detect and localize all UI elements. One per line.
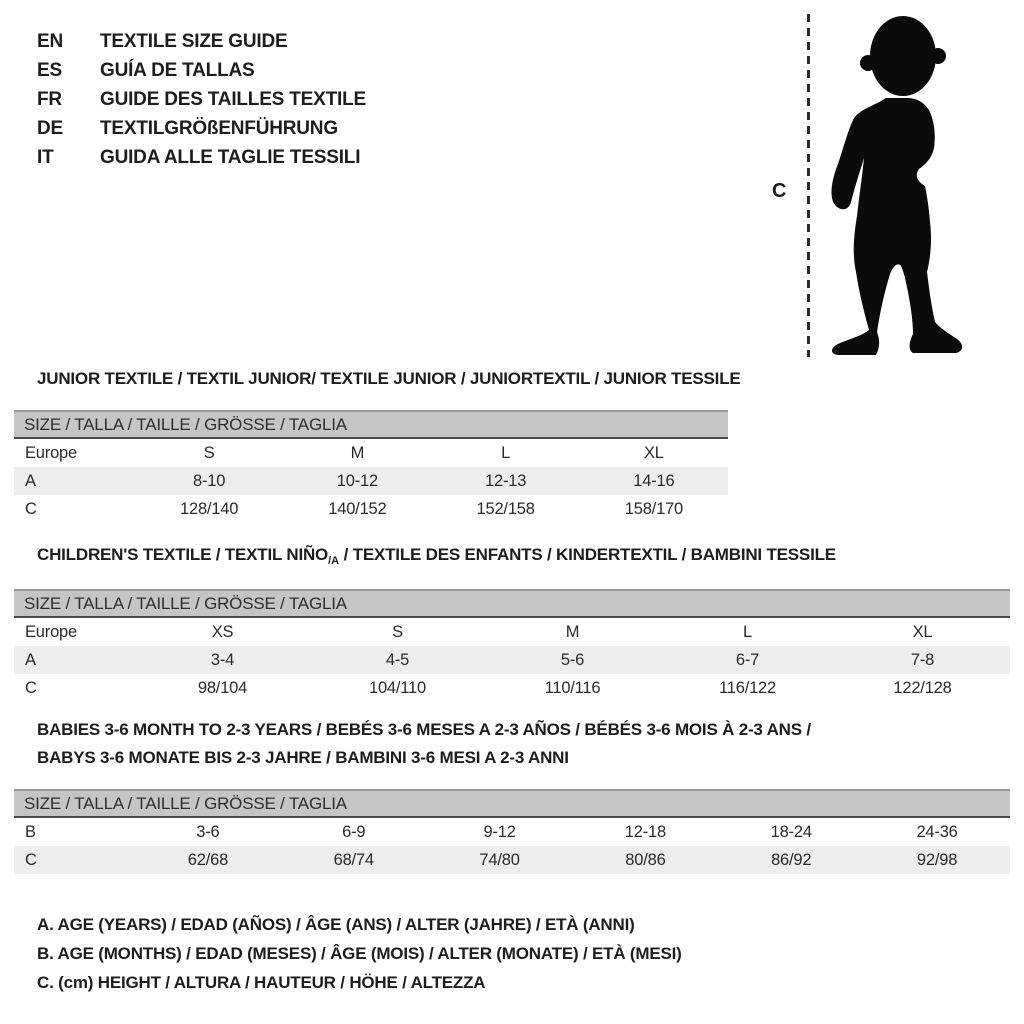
language-row-en [37,27,366,56]
language-title-list [37,27,366,172]
size-value: 140/152 [328,499,387,518]
table-row-c [14,674,1010,702]
size-value: S [203,443,215,462]
section-title-babies-line2: BABYS 3-6 MONATE BIS 2-3 JAHRE / BAMBINI 3-6 MESI A 2-3 ANNI [37,748,569,767]
size-value: 62/68 [187,850,229,869]
size-value: 122/128 [893,678,952,697]
row-label: Europe [25,443,78,462]
table-row-europe [14,618,1010,646]
section-title-babies-line1: BABIES 3-6 MONTH TO 2-3 YEARS / BEBÉS 3-6 MESES A 2-3 AÑOS / BÉBÉS 3-6 MOIS À 2-3 ANS / [37,720,811,739]
row-label: C [25,499,37,518]
language-code: FR [37,88,62,110]
size-value: L [743,622,752,641]
size-value: 18-24 [770,822,812,841]
language-row-es [37,56,366,85]
size-value: 92/98 [916,850,958,869]
language-code: EN [37,30,63,52]
section-title-children-post: / TEXTILE DES ENFANTS / KINDERTEXTIL / BAMBINI TESSILE [339,545,836,564]
row-label: C [25,678,37,697]
legend-line-a: A. AGE (YEARS) / EDAD (AÑOS) / ÂGE (ANS) / ALTER (JAHRE) / ETÀ (ANNI) [37,914,635,934]
size-value: 12-13 [485,471,527,490]
table-row-a [14,467,728,495]
babies-size-table [14,789,1010,874]
language-code: DE [37,117,63,139]
size-value: 68/74 [333,850,374,869]
language-title: TEXTILGRÖßENFÜHRUNG [100,117,338,139]
table-row-a [14,646,1010,674]
table-row-c [14,495,728,523]
size-value: S [392,622,403,641]
row-label: Europe [25,622,78,641]
size-value: 74/80 [479,850,520,869]
size-value: 128/140 [180,499,239,518]
size-value: XL [912,622,933,641]
language-title: GUÍA DE TALLAS [100,59,255,81]
language-title: TEXTILE SIZE GUIDE [100,30,288,52]
size-value: 110/116 [544,678,601,697]
legend-line-c: C. (cm) HEIGHT / ALTURA / HAUTEUR / HÖHE / ALTEZZA [37,972,486,992]
language-title: GUIDA ALLE TAGLIE TESSILI [100,146,361,168]
size-value: 24-36 [916,822,958,841]
table-row-europe [14,439,728,467]
language-row-it [37,143,366,172]
language-code: IT [37,146,54,168]
row-label: B [25,822,36,841]
language-row-de [37,114,366,143]
row-label: A [25,650,36,669]
size-value: 14-16 [633,471,675,490]
size-value: XL [643,443,664,462]
section-title-children [37,545,836,565]
size-value: 4-5 [385,650,410,669]
section-title-babies [37,716,811,772]
size-value: 98/104 [197,678,248,697]
size-value: 80/86 [625,850,666,869]
size-value: 116/122 [718,678,777,697]
language-title: GUIDE DES TAILLES TEXTILE [100,88,366,110]
size-value: M [565,622,580,641]
size-value: 86/92 [771,850,812,869]
table-row-c [14,846,1010,874]
legend-line-b: B. AGE (MONTHS) / EDAD (MESES) / ÂGE (MOIS) / ALTER (MONATE) / ETÀ (MESI) [37,943,682,963]
size-value: 3-4 [210,650,235,669]
row-label: C [25,850,37,869]
size-value: M [350,443,365,462]
toddler-silhouette [818,6,976,358]
height-marker-label: C [772,180,787,202]
size-value: 6-9 [342,822,366,841]
table-header-bar: SIZE / TALLA / TAILLE / GRÖSSE / TAGLIA [14,789,1010,818]
measure-legend [37,910,682,997]
table-header-bar: SIZE / TALLA / TAILLE / GRÖSSE / TAGLIA [14,410,728,439]
section-title-children-pre: CHILDREN'S TEXTILE / TEXTIL NIÑO [37,545,329,564]
size-value: L [501,443,511,462]
height-measure-dashed-line [807,14,810,357]
children-size-table [14,589,1010,702]
size-value: 5-6 [560,650,585,669]
size-value: 152/158 [476,499,535,518]
size-value: 6-7 [735,650,760,669]
section-title-junior: JUNIOR TEXTILE / TEXTIL JUNIOR/ TEXTILE JUNIOR / JUNIORTEXTIL / JUNIOR TESSILE [37,369,741,388]
size-value: 7-8 [910,650,935,669]
size-value: 12-18 [624,822,666,841]
size-value: 8-10 [193,471,226,490]
language-code: ES [37,59,62,81]
size-value: 9-12 [483,822,516,841]
junior-size-table [14,410,728,523]
size-value: 104/110 [368,678,427,697]
section-title-children-sub: /A [328,555,340,567]
size-value: 158/170 [624,499,683,518]
size-value: XS [211,622,234,641]
table-row-b [14,818,1010,846]
size-value: 10-12 [336,471,378,490]
size-value: 3-6 [196,822,220,841]
language-row-fr [37,85,366,114]
table-header-bar: SIZE / TALLA / TAILLE / GRÖSSE / TAGLIA [14,589,1010,618]
row-label: A [25,471,36,490]
